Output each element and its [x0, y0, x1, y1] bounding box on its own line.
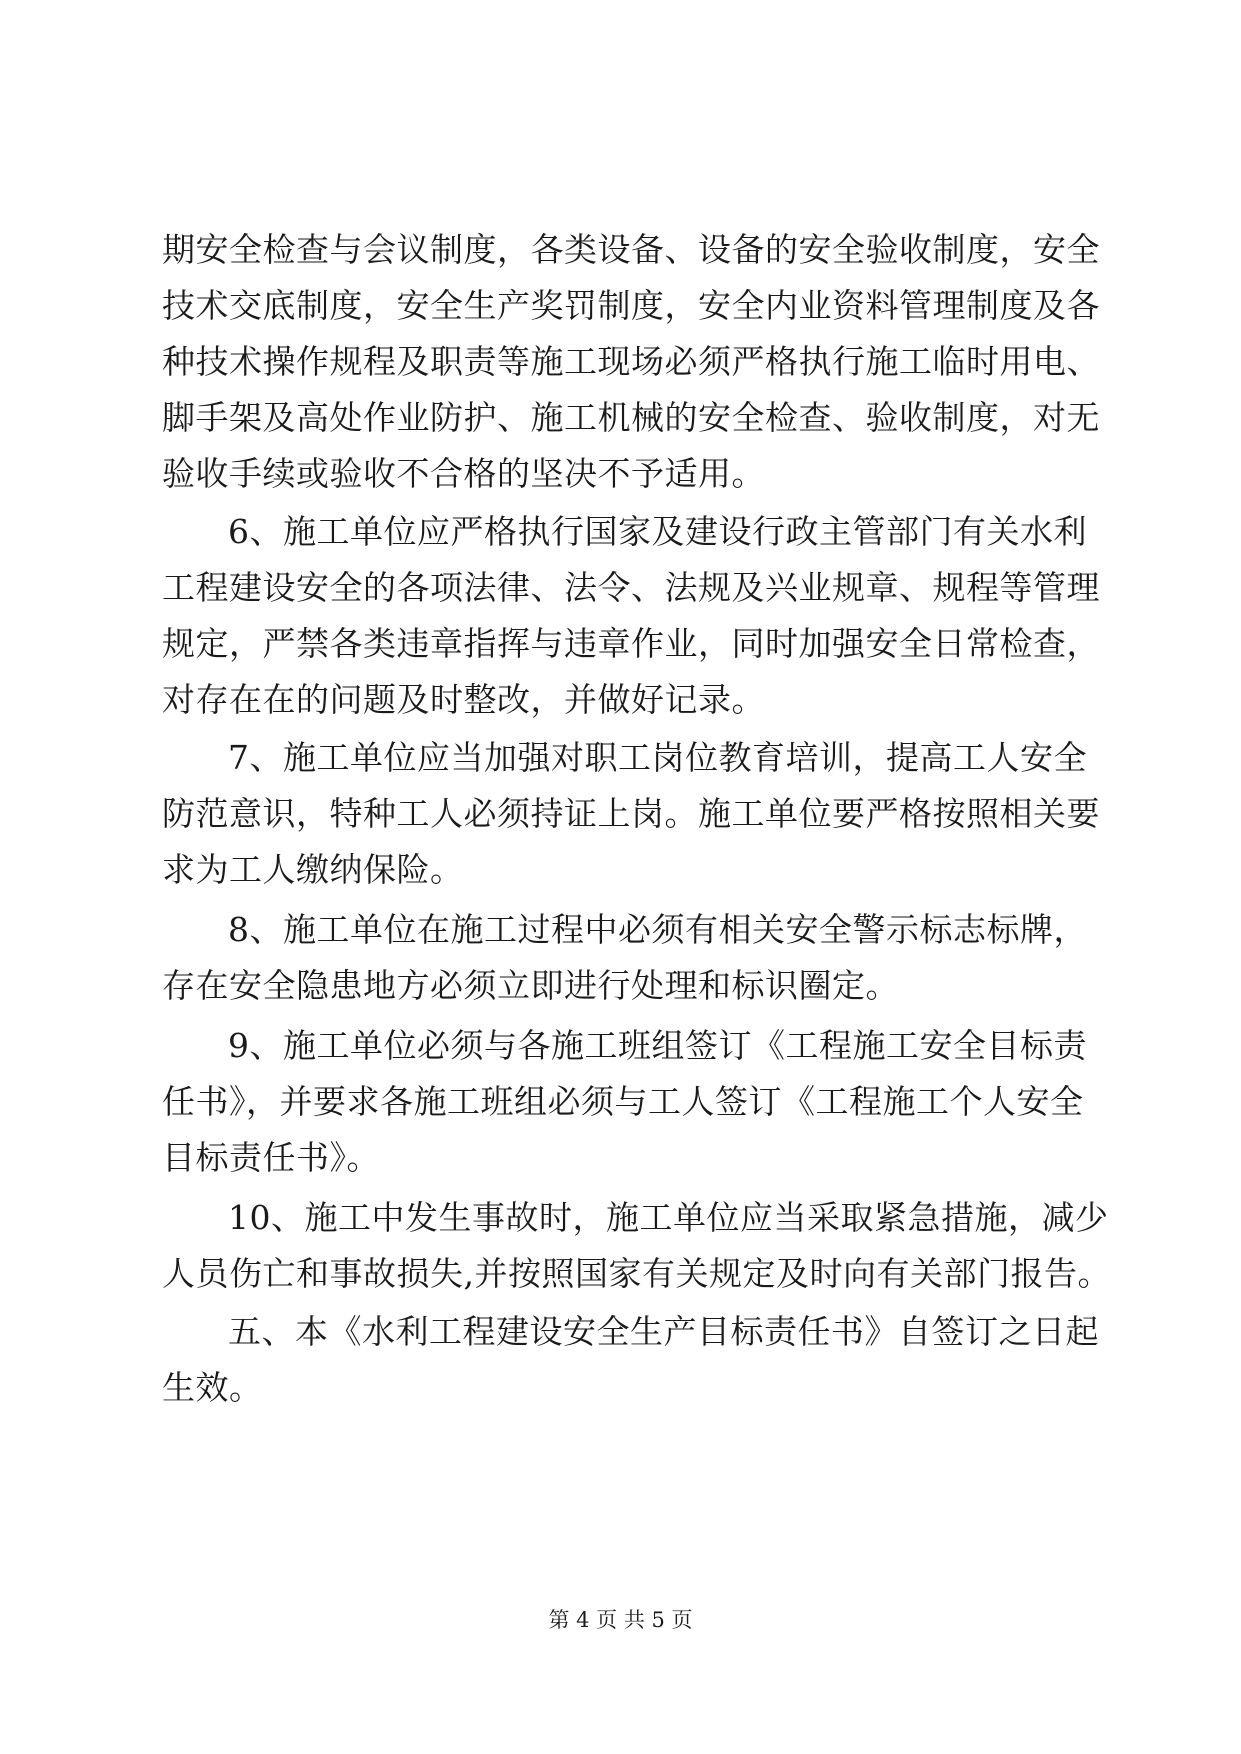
text-line: 脚手架及高处作业防护、施工机械的安全检查、验收制度，对无: [162, 398, 1100, 437]
text-line: 目标责任书》。: [162, 1138, 380, 1177]
paragraph-first-line: 8、施工单位在施工过程中必须有相关安全警示标志标牌，: [228, 910, 1087, 949]
text-line: 任书》，并要求各施工班组必须与工人签订《工程施工个人安全: [162, 1082, 1084, 1121]
paragraph-first-line: 7、施工单位应当加强对职工岗位教育培训，提高工人安全: [228, 738, 1087, 777]
text-line: 工程建设安全的各项法律、法令、法规及兴业规章、规程等管理: [162, 568, 1100, 607]
paragraph-first-line: 五、本《水利工程建设安全生产目标责任书》自签订之日起: [228, 1312, 1099, 1351]
paragraph-first-line: 10、施工中发生事故时，施工单位应当采取紧急措施，减少: [228, 1198, 1109, 1237]
text-line: 技术交底制度，安全生产奖罚制度，安全内业资料管理制度及各: [162, 286, 1100, 325]
text-line: 期安全检查与会议制度，各类设备、设备的安全验收制度，安全: [162, 230, 1100, 269]
paragraph-first-line: 6、施工单位应严格执行国家及建设行政主管部门有关水利: [228, 512, 1087, 551]
text-line: 人员伤亡和事故损失,并按照国家有关规定及时向有关部门报告。: [162, 1254, 1111, 1293]
text-line: 防范意识，特种工人必须持证上岗。施工单位要严格按照相关要: [162, 794, 1100, 833]
text-line: 种技术操作规程及职责等施工现场必须严格执行施工临时用电、: [162, 342, 1100, 381]
page-number-footer: 第 4 页 共 5 页: [548, 1608, 693, 1632]
text-line: 存在安全隐患地方必须立即进行处理和标识圈定。: [162, 966, 899, 1005]
text-line: 规定，严禁各类违章指挥与违章作业，同时加强安全日常检查，: [162, 624, 1100, 663]
text-line: 对存在在的问题及时整改，并做好记录。: [162, 680, 765, 719]
paragraph-first-line: 9、施工单位必须与各施工班组签订《工程施工安全目标责: [228, 1026, 1087, 1065]
text-line: 验收手续或验收不合格的坚决不予适用。: [162, 454, 765, 493]
text-line: 求为工人缴纳保险。: [162, 850, 464, 889]
text-line: 生效。: [162, 1368, 263, 1407]
